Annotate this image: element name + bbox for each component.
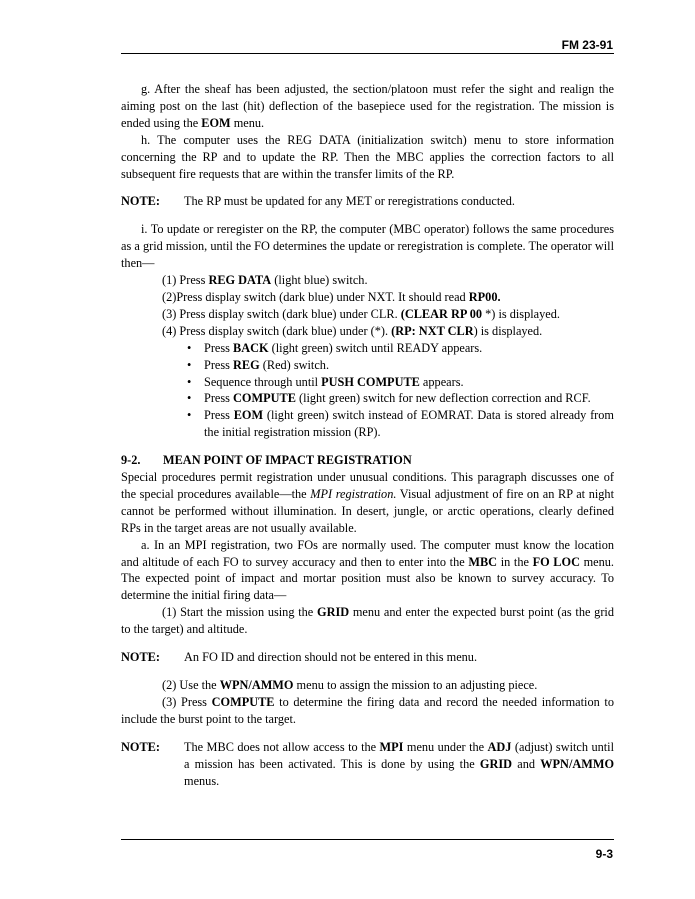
step-4 [121,323,614,340]
text: menu and enter the expected burst point (as the grid to the target) and altitude. [121,605,614,637]
text: Press [204,408,234,423]
bullet-2 [204,357,614,374]
header-rule [121,53,614,54]
text: (4) Press display switch (dark blue) under (*). [162,323,392,338]
text: appears. [419,374,464,389]
page-body [121,81,614,789]
text: ) is displayed. [473,323,543,338]
text: (light green) switch until READY appears. [268,340,483,355]
bold-text: WPN/AMMO [540,756,615,771]
bold-text: BACK [233,340,269,355]
footer-rule [121,839,614,840]
text: Press [204,357,234,372]
note-label: NOTE: [121,194,160,209]
paragraph-a3 [121,694,614,728]
text: (adjust) switch until a mission has been activated. This is done by using the [184,739,614,771]
bold-text: GRID [317,605,350,620]
text: (2) Use the [162,678,220,692]
text: *) is displayed. [482,306,560,321]
text: (light green) switch instead of EOMRAT. Data is stored already from the initial registration mission (RP). [204,408,614,440]
note-text [184,739,614,790]
text: (light blue) switch. [271,273,368,288]
text: (Red) switch. [259,357,330,372]
text: (2)Press display switch (dark blue) under NXT. It should read [162,289,469,304]
text: a. In an MPI registration, two FOs are normally used. The computer must know the location and altitude of each FO to survey accuracy and then to enter into the [121,537,614,569]
text: menu. The expected point of impact and mortar position must also be known to survey accuracy. To determine the initial firing data— [121,554,614,603]
bold-text: GRID [479,756,513,771]
bold-text: COMPUTE [233,391,296,406]
text: (1) Press [162,273,209,288]
bullet-3 [204,374,614,391]
section-title: MEAN POINT OF IMPACT REGISTRATION [163,453,412,468]
text: in the [497,554,533,569]
text: menu to assign the mission to an adjusting piece. [293,678,538,692]
paragraph-a [121,537,614,605]
bold-text: EOM [201,115,231,130]
text: menus. [184,773,220,788]
note-3 [121,739,614,790]
text: (3) Press [162,694,212,709]
paragraph-a2 [121,677,614,694]
bold-text: ADJ [487,739,512,754]
paragraph-g [121,81,614,132]
bold-text: RP00. [468,289,501,304]
paragraph-i: i. To update or reregister on the RP, the computer (MBC operator) follows the same procedures as a grid mission, until the FO determines the update or reregistration is complete. The operator will then— [121,222,614,271]
paragraph-h: h. The computer uses the REG DATA (initialization switch) menu to store information concerning the RP and to update the RP. Then the MBC applies the correction factors to all subsequent fire requests that are within the transfer limits of the RP. [121,132,614,181]
page-number: 9-3 [595,847,613,861]
bullet-5 [204,407,614,441]
text: (light green) switch for new deflection correction and RCF. [295,391,591,406]
text: g. After the sheaf has been adjusted, the section/platoon must refer the sight and realign the aiming post on the last (hit) deflection of the basepiece used for the registration. The mission is ended using the [121,82,614,130]
text: to determine the firing data and record the needed information to include the burst point to the target. [121,694,614,726]
note-text: The RP must be updated for any MET or reregistrations conducted. [184,194,515,209]
manual-header: FM 23-91 [561,38,613,52]
step-3 [121,306,614,323]
bullet-list [121,340,614,441]
text: (3) Press display switch (dark blue) under CLR. [162,306,401,321]
text: menu. [230,115,265,130]
bullet-1 [204,340,614,357]
note-1 [121,193,614,210]
note-text: An FO ID and direction should not be entered in this menu. [184,650,478,665]
bold-text: EOM [233,408,264,423]
text: and [512,756,541,771]
note-2 [121,649,614,666]
text: Press [204,391,234,406]
bold-text: COMPUTE [211,694,275,709]
bold-text: REG [233,357,260,372]
paragraph-a1 [121,604,614,638]
text: Sequence through until [204,374,322,389]
italic-text: MPI registration. [310,486,397,501]
text: Special procedures permit registration under unusual conditions. This paragraph discusses one of the special procedures available—the [121,470,614,501]
text: Press [204,340,234,355]
bold-text: FO LOC [532,554,580,569]
step-2 [121,289,614,306]
step-1 [121,272,614,289]
paragraph-intro [121,469,614,537]
bullet-4 [204,390,614,407]
bold-text: (CLEAR RP 00 [400,306,483,321]
text: Visual adjustment of fire on an RP at night cannot be performed without illumination. In desert, jungle, or arctic operations, clearly defined RPs in the target areas are not usually available. [121,486,614,535]
bold-text: REG DATA [208,273,272,288]
text: menu under the [403,739,488,754]
note-label: NOTE: [121,739,160,754]
bold-text: PUSH COMPUTE [321,374,420,389]
text: (1) Start the mission using the [162,605,317,620]
bold-text: WPN/AMMO [219,678,294,692]
text: The MBC does not allow access to the [184,739,380,754]
section-number: 9-2. [121,453,141,468]
bold-text: (RP: NXT CLR [391,323,474,338]
section-heading [121,452,614,469]
note-label: NOTE: [121,650,160,665]
bold-text: MBC [468,554,498,569]
bold-text: MPI [379,739,404,754]
